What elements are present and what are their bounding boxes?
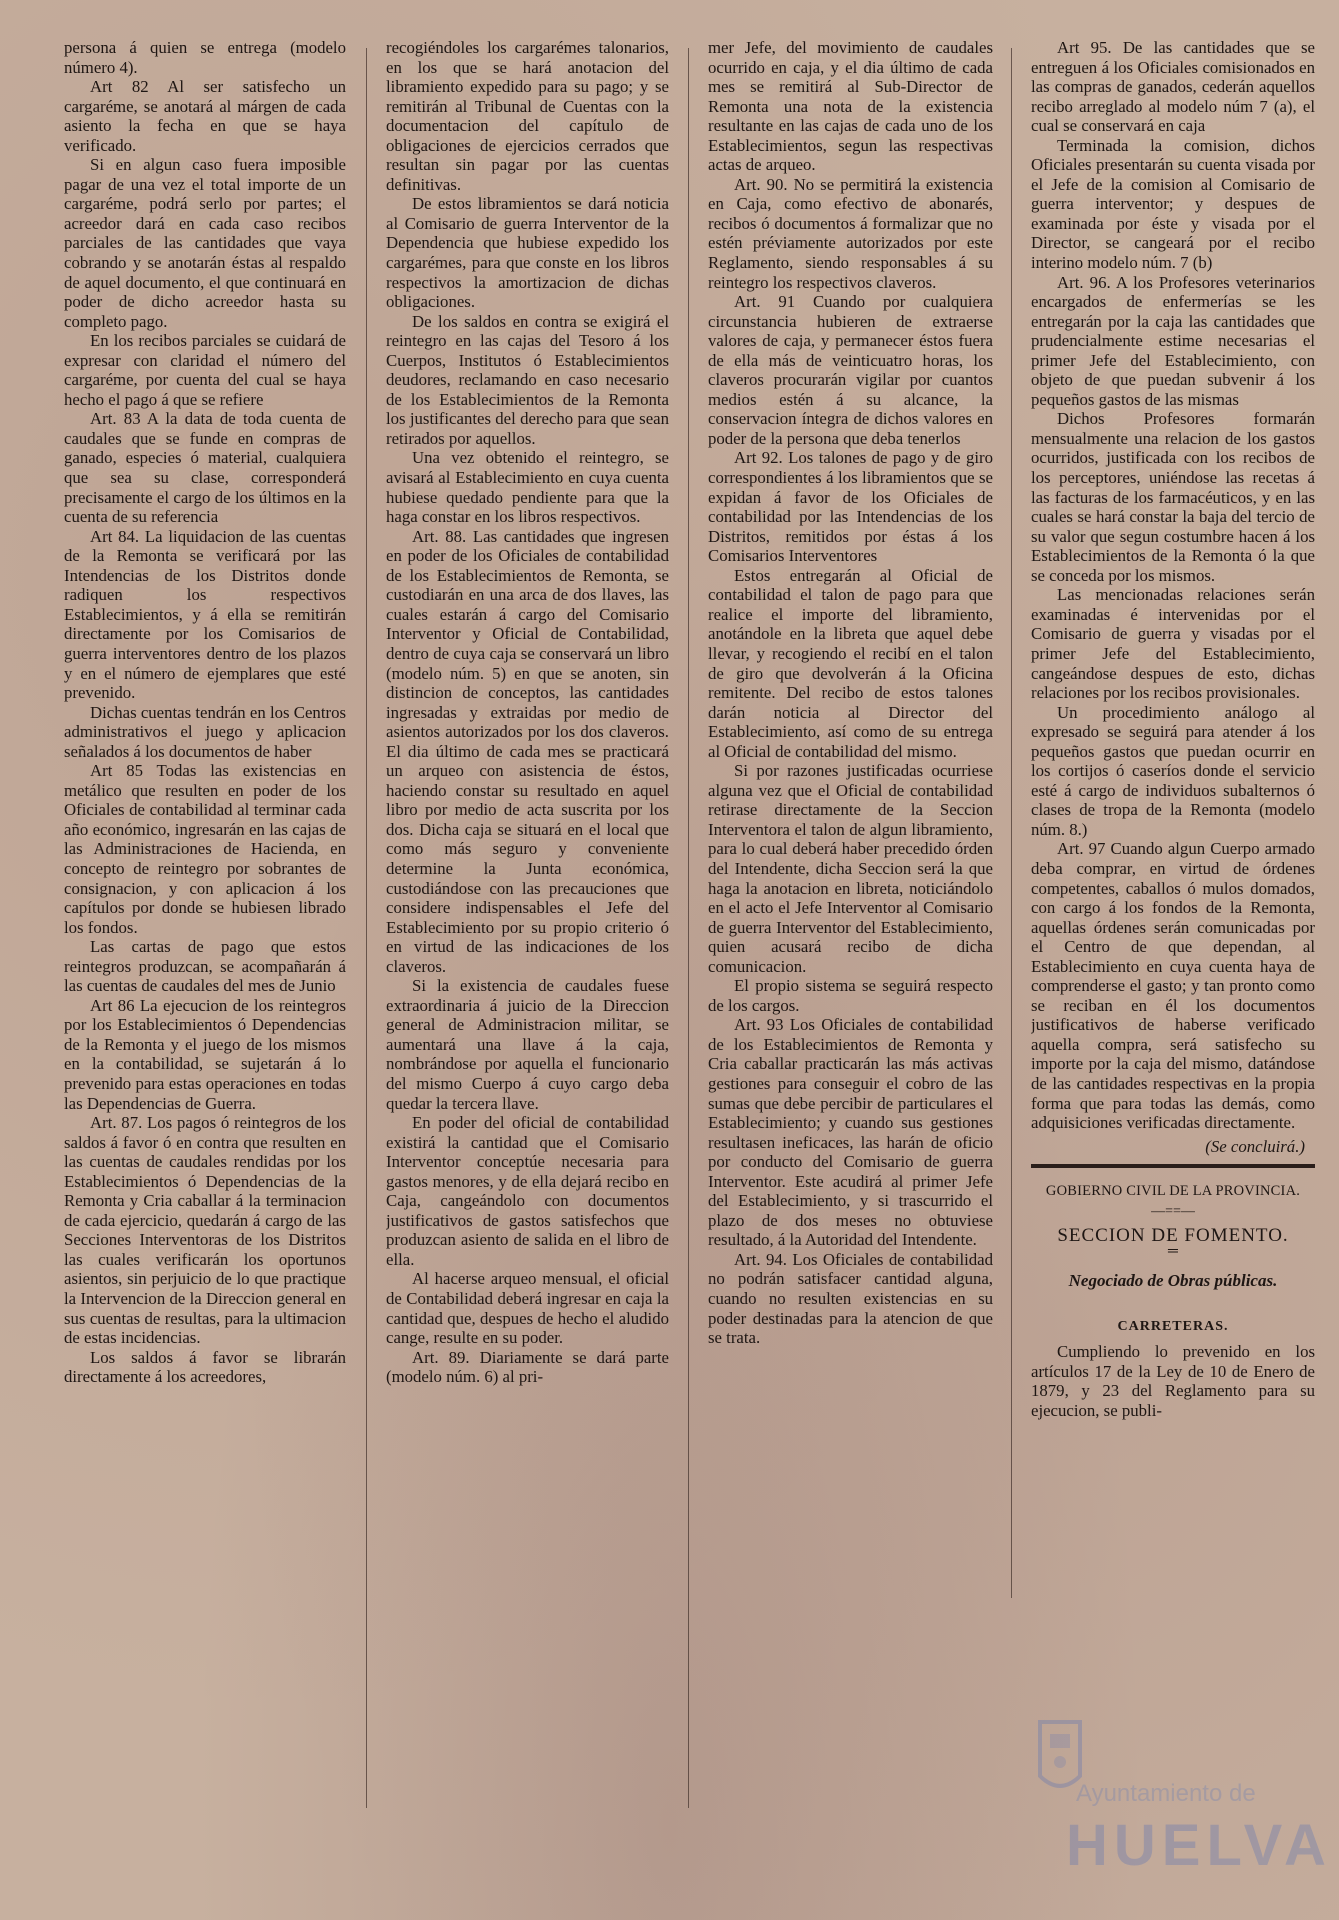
paragraph: Si en algun caso fuera imposible pagar de una vez el total importe de un cargaréme, podrá serlo por partes; el acreedor dará en cada caso recibos parciales de las cantidades que vaya cobrando y se anotarán éstas al respaldo de aquel documento, el que continuará en poder de dicho acreedor hasta su completo pago. [64, 155, 346, 331]
column-rule [1011, 48, 1012, 1598]
column-rule [366, 48, 367, 1808]
seccion-fomento-heading: SECCION DE FOMENTO. [1057, 1224, 1289, 1246]
paragraph: Las mencionadas relaciones serán examinadas é intervenidas por el Comisario de guerra y visadas por el primer Jefe del Establecimiento, cangeándose despues de esto, dichas relaciones por los recibos provisionales. [1031, 585, 1315, 703]
text-column-4 [1031, 38, 1315, 1898]
text-column-1 [64, 38, 346, 1898]
continued-note: (Se concluirá.) [1205, 1136, 1305, 1156]
ayuntamiento-huelva-watermark [1032, 1712, 1332, 1892]
double-line-separator: ═ [1168, 1244, 1178, 1260]
paragraph: Art. 93 Los Oficiales de contabilidad de los Establecimientos de Remonta y Cria caballar practicarán las más activas gestiones para conseguir el cobro de las sumas que debe percibir de particulares el Establecimiento; y cuando sus gestiones resultasen ineficaces, las harán de oficio por conducto del Comisario de guerra Interventor. Este acudirá al primer Jefe del Establecimiento, y si trascurrido el plazo de dos meses no obtuviese resultado, á la Autoridad del Intendente. [708, 1015, 993, 1250]
paragraph: recogiéndoles los cargarémes talonarios, en los que se hará anotacion del libramiento expedido para su pago; y se remitirán al Tribunal de Cuentas con la documentacion del capítulo de obligaciones de ejercicios cerrados que resultan sin pagar por las cuentas definitivas. [386, 38, 669, 194]
paragraph: El propio sistema se seguirá respecto de los cargos. [708, 976, 993, 1015]
paragraph: Al hacerse arqueo mensual, el oficial de Contabilidad deberá ingresar en caja la cantidad que, despues de hecho el aludido cange, resulte en su poder. [386, 1269, 669, 1348]
paragraph: mer Jefe, del movimiento de caudales ocurrido en caja, y el dia último de cada mes se remitirá al Sub-Director de Remonta una nota de la existencia resultante en las cajas de cada uno de los Establecimientos, segun las respectivas actas de arqueo. [708, 38, 993, 175]
paragraph: Art. 83 A la data de toda cuenta de caudales que se funde en compras de ganado, especies ó material, cualquiera que sea su clase, corresponderá precisamente el cargo de los últimos en la cuenta de su referencia [64, 409, 346, 527]
paragraph: Art. 87. Los pagos ó reintegros de los saldos á favor ó en contra que resulten en las cuentas de caudales rendidas por los Establecimientos ó Dependencias de la Remonta y Cria caballar á la terminacion de cada ejercicio, quedarán á cargo de las Secciones Interventoras de los Distritos las cuales verificarán los oportunos asientos, sin perjuicio de lo que practique la Intervencion de la Direccion general en sus cuentas de resultas, para la ultimacion de estas incidencias. [64, 1113, 346, 1348]
negociado-heading: Negociado de Obras públicas. [1068, 1271, 1278, 1291]
paragraph: Art 85 Todas las existencias en metálico que resulten en poder de los Oficiales de contabilidad al terminar cada año económico, ingresarán en las cajas de las Administraciones de Hacienda, en concepto de reintegro por sobrantes de consignacion, y con aplicacion á los capítulos por donde se hubiesen librado los fondos. [64, 761, 346, 937]
text-column-3 [708, 38, 993, 1898]
paragraph: Art 82 Al ser satisfecho un cargaréme, se anotará al márgen de cada asiento la fecha en que se haya verificado. [64, 77, 346, 155]
paragraph: Un procedimiento análogo al expresado se seguirá para atender á los pequeños gastos que puedan ocurrir en los cortijos ó caseríos donde el servicio esté á cargo de individuos subalternos ó clases de tropa de la Remonta (modelo núm. 8.) [1031, 702, 1315, 839]
paragraph: Dichos Profesores formarán mensualmente una relacion de los gastos ocurridos, justificada con los recibos de los perceptores, uniéndose las recetas á las facturas de los farmacéuticos, y en las cuales se hará constar la baja del tercio de su valor que segun costumbre hacen á los Establecimientos de la Remonta ó la que se conceda por los mismos. [1031, 409, 1315, 585]
newspaper-page [50, 38, 1318, 1898]
paragraph: Art. 96. A los Profesores veterinarios encargados de enfermerías se les entregarán por la caja las cantidades que prudencialmente estime necesarias el primer Jefe del Establecimiento, con objeto de que puedan subvenir á los pequeños gastos de las mismas [1031, 272, 1315, 409]
carreteras-heading: CARRETERAS. [1117, 1318, 1229, 1334]
paragraph: Estos entregarán al Oficial de contabilidad el talon de pago para que realice el importe del libramiento, anotándole en la libreta que aquel debe llevar, y recogiendo el recibí en el talon de giro que devolverán á la Oficina remitente. Del recibo de estos talones darán noticia al Director del Establecimiento, así como de su entrega al Oficial de contabilidad del mismo. [708, 565, 993, 761]
paragraph: Art. 90. No se permitirá la existencia en Caja, como efectivo de abonarés, recibos ó documentos á formalizar que no estén préviamente autorizados por este Reglamento, siendo responsables á su reintegro los respectivos claveros. [708, 174, 993, 292]
dash-separator: —==— [1151, 1203, 1195, 1219]
text-column-2 [386, 38, 669, 1898]
column-rule [688, 48, 689, 1808]
paragraph: Si la existencia de caudales fuese extraordinaria á juicio de la Direccion general de Administracion militar, se aumentará una llave á la caja, nombrándose por aquella el funcionario del mismo Cuerpo á cuyo cargo deba quedar la tercera llave. [386, 976, 669, 1113]
gobierno-civil-heading: GOBIERNO CIVIL DE LA PROVINCIA. [1045, 1183, 1301, 1200]
paragraph: Si por razones justificadas ocurriese alguna vez que el Oficial de contabilidad retirase directamente de la Seccion Interventora el talon de algun libramiento, para lo cual deberá haber precedido órden del Intendente, dicha Seccion será la que haga la anotacion en libreta, noticiándolo en el acto el Jefe Interventor al Comisario de guerra Interventor del Establecimiento, quien acusará recibo de dicha comunicacion. [708, 761, 993, 976]
paragraph: Art 86 La ejecucion de los reintegros por los Establecimientos ó Dependencias de la Remonta y el juego de los mismos en la contabilidad, se sujetarán á lo prevenido para estas operaciones en todas las Dependencias de Guerra. [64, 995, 346, 1113]
paragraph: Art. 88. Las cantidades que ingresen en poder de los Oficiales de contabilidad de los Establecimientos de Remonta, se custodiarán en una arca de dos llaves, las cuales estarán á cargo del Comisario Interventor y Oficial de Contabilidad, dentro de cuya caja se conservará un libro (modelo núm. 5) en que se anoten, sin distincion de conceptos, las cantidades ingresadas y extraidas por medio de asientos autorizados por los dos claveros. El dia último de cada mes se practicará un arqueo con asistencia de éstos, haciendo constar su resultado en aquel libro por medio de acta suscrita por los dos. Dicha caja se situará en el local que como más seguro y conveniente determine la Junta económica, custodiándose con las precauciones que considere indispensables el Jefe del Establecimiento por su propio criterio ó en virtud de las indicaciones de los claveros. [386, 526, 669, 976]
paragraph: Art. 94. Los Oficiales de contabilidad no podrán satisfacer cantidad alguna, cuando no resulten existencias en su poder destinadas para la atencion de que se trata. [708, 1249, 993, 1348]
paragraph: Una vez obtenido el reintegro, se avisará al Establecimiento en cuya cuenta hubiese quedado pendiente para que la haga constar en los libros respectivos. [386, 448, 669, 527]
paragraph: De los saldos en contra se exigirá el reintegro en las cajas del Tesoro á los Cuerpos, Institutos ó Establecimientos deudores, reclamando en caso necesario de los Establecimientos de la Remonta los justificantes del derecho para que sean retirados por aquellos. [386, 311, 669, 448]
column-4-paragraphs [1031, 38, 1315, 1133]
paragraph: Los saldos á favor se librarán directamente á los acreedores, [64, 1347, 346, 1387]
section-divider [1031, 1164, 1315, 1168]
paragraph: Terminada la comision, dichos Oficiales presentarán su cuenta visada por el Jefe de la comision al Comisario de guerra interventor; y despues de examinada por éste y visada por el Director, se cangeará por el recibo interino modelo núm. 7 (b) [1031, 135, 1315, 273]
paragraph: persona á quien se entrega (modelo número 4). [64, 38, 346, 77]
paragraph: Art. 91 Cuando por cualquiera circunstancia hubieren de extraerse valores de caja, y permanecer éstos fuera de ella más de veinticuatro horas, los claveros procurarán vigilar por cuantos medios estén á su alcance, la conservacion íntegra de dichos valores en poder de la persona que deba tenerlos [708, 292, 993, 448]
paragraph: Art 95. De las cantidades que se entreguen á los Oficiales comisionados en las compras de ganados, cederán aquellos recibo arreglado al modelo núm 7 (a), el cual se conservará en caja [1031, 38, 1315, 136]
carreteras-paragraph: Cumpliendo lo prevenido en los artículos 17 de la Ley de 10 de Enero de 1879, y 23 del Reglamento para su ejecucion, se publi- [1031, 1342, 1315, 1420]
paragraph: En los recibos parciales se cuidará de expresar con claridad el número del cargaréme, por cuenta del cual se haya hecho el pago á que se refiere [64, 331, 346, 409]
paragraph: Art. 97 Cuando algun Cuerpo armado deba comprar, en virtud de órdenes competentes, caballos ó mulos domados, con cargo á los fondos de la Remonta, aquellas órdenes serán comunicadas por el Centro de que dependan, al Establecimiento en cuya cuenta haya de comprenderse el gasto; y tan pronto como se reciban en él los documentos justificativos de haberse verificado aquella compra, será satisfecho su importe por la caja del mismo, datándose de las cantidades respectivas en la propia forma que para todas las demás, como adquisiciones verificadas directamente. [1031, 839, 1315, 1133]
paragraph: Art 92. Los talones de pago y de giro correspondientes á los libramientos que se expidan á favor de los Oficiales de contabilidad por las Intendencias de los Distritos, remitidos por éstas á los Comisarios Interventores [708, 448, 993, 566]
paragraph: Dichas cuentas tendrán en los Centros administrativos el juego y aplicacion señalados á los documentos de haber [64, 702, 346, 761]
paragraph: Las cartas de pago que estos reintegros produzcan, se acompañarán á las cuentas de caudales del mes de Junio [64, 937, 346, 996]
paragraph: De estos libramientos se dará noticia al Comisario de guerra Interventor de la Dependencia que hubiese expedido los cargarémes, para que conste en los libros respectivos la amortizacion de dichas obligaciones. [386, 194, 669, 312]
paragraph: Art. 89. Diariamente se dará parte (modelo núm. 6) al pri- [386, 1347, 669, 1387]
watermark-line2: HUELVA [1066, 1813, 1332, 1878]
paragraph: Art 84. La liquidacion de las cuentas de la Remonta se verificará por las Intendencias de los Distritos donde radiquen los respectivos Establecimientos, y á ella se remitirán directamente por los Comisarios de guerra interventores dentro de los plazos y en el número de ejemplares que esté prevenido. [64, 526, 346, 703]
watermark-line1: Ayuntamiento de [1076, 1780, 1256, 1807]
paragraph: En poder del oficial de contabilidad existirá la cantidad que el Comisario Interventor conceptúe necesaria para gastos menores, y de ella dejará recibo en Caja, cangeándolo con documentos justificativos de gastos satisfechos que produzcan asiento de salida en el libro de ella. [386, 1113, 669, 1269]
